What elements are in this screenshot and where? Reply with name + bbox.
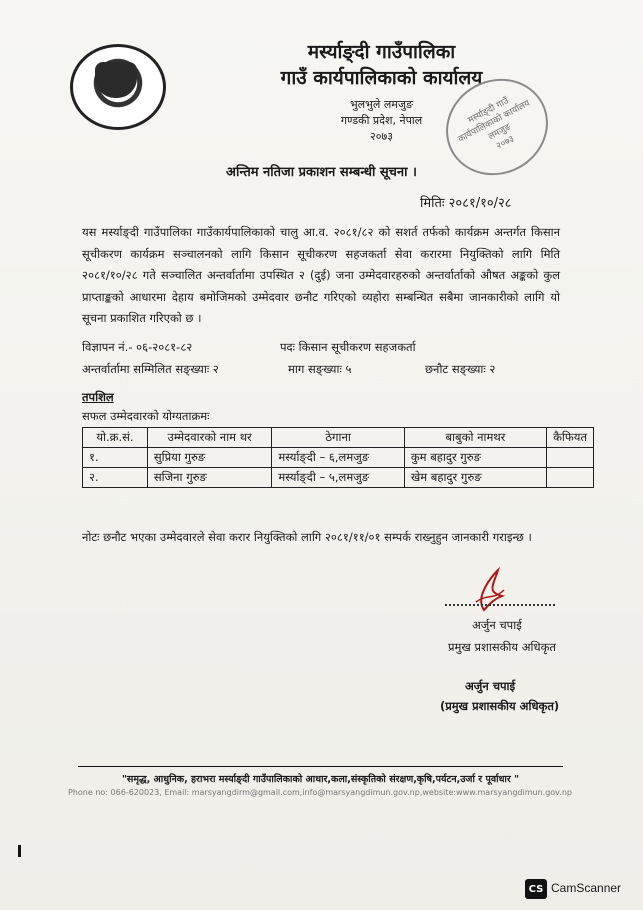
footer-contact: Phone no: 066-620023, Email: marsyangdirm@gmail.com,info@marsyangdimun.gov.np,website:www.marsyangdimun.gov.np xyxy=(68,788,572,797)
cell-serial: २. xyxy=(83,468,148,488)
office-subtitle: गाउँ कार्यपालिकाको कार्यालय xyxy=(280,67,483,89)
established-year: २०७३ xyxy=(370,130,393,143)
note-text: नोटः छनौट भएका उम्मेदवारले सेवा करार नियुक्तिको लागि २०८१/११/०१ सम्पर्क राख्नुहुन जानकारी गराइन्छ । xyxy=(82,530,532,544)
demand-count: माग सङ्ख्याः ५ xyxy=(288,362,352,376)
details-heading: तपशिल xyxy=(82,390,114,404)
seal-text: मर्स्याङ्दी गाउँ कार्यपालिकाको कार्यालय लमजुङ २०७३ xyxy=(456,96,532,152)
result-table xyxy=(82,427,594,488)
selected-count: छनौट सङ्ख्याः २ xyxy=(425,362,496,376)
col-remarks: कैफियत xyxy=(547,428,594,448)
address-line2: गण्डकी प्रदेश, नेपाल xyxy=(340,114,423,127)
col-serial: यो.क्र.सं. xyxy=(83,428,148,448)
cell-father-name: कुम बहादुर गुरुङ xyxy=(404,448,546,468)
col-father-name: बाबुको नामथर xyxy=(404,428,546,448)
signatory-name: अर्जुन चपाई xyxy=(472,618,522,632)
interview-count: अन्तर्वार्तामा सम्मिलित सङ्ख्याः २ xyxy=(82,362,219,376)
scan-mark xyxy=(18,845,21,857)
cell-remarks xyxy=(547,468,594,488)
merit-label: सफल उम्मेदवारको योग्यताक्रमः xyxy=(82,409,210,423)
table-row xyxy=(83,468,594,488)
camscanner-logo-icon: CS xyxy=(525,879,547,899)
cell-address: मर्स्याङ्दी – ५,लमजुङ xyxy=(272,468,404,488)
cell-name: सुप्रिया गुरुङ xyxy=(147,448,272,468)
cell-remarks xyxy=(547,448,594,468)
cell-address: मर्स्याङ्दी – ६,लमजुङ xyxy=(272,448,404,468)
cell-name: सजिना गुरुङ xyxy=(147,468,272,488)
col-address: ठेगाना xyxy=(272,428,404,448)
footer-divider xyxy=(78,766,563,767)
signature-icon xyxy=(464,566,512,614)
cell-serial: १. xyxy=(83,448,148,468)
signatory-stamp-name: अर्जुन चपाई xyxy=(465,679,516,693)
ad-number: विज्ञापन नं.- ०६-२०८१-८२ xyxy=(82,340,193,354)
camscanner-brand: CamScanner xyxy=(551,881,622,895)
address-line1: भुलभुले लमजुङ xyxy=(349,98,414,111)
footer-slogan: "समृद्ध, आधुनिक, हराभरा मर्स्याङ्दी गाउँपालिकाको आधार,कला,संस्कृतिको संरक्षण,कृषि,पर्यटन,उर्जा र पूर्वाधार " xyxy=(121,774,520,785)
signature-line xyxy=(445,604,555,606)
notice-date: मितिः २०८१/१०/२८ xyxy=(420,196,512,211)
cell-father-name: खेम बहादुर गुरुङ xyxy=(404,468,546,488)
post-name: पदः किसान सूचीकरण सहजकर्ता xyxy=(280,340,416,354)
col-name: उम्मेदवारको नाम थर xyxy=(147,428,272,448)
notice-title: अन्तिम नतिजा प्रकाशन सम्बन्धी सूचना । xyxy=(226,165,417,180)
office-title: मर्स्याङ्दी गाउँपालिका xyxy=(307,41,456,63)
table-row xyxy=(83,448,594,468)
notice-body: यस मर्स्याङ्दी गाउँपालिका गाउँकार्यपालिकाको चालु आ.व. २०८१/८२ को सशर्त तर्फको कार्यक्रम अन्तर्गत किसान सूचीकरण कार्यक्रम सञ्चालनको लागि किसान सूचीकरण सहजकर्ता सेवा करारमा नियुक्तिको लागि मिति २०८१/१०/२८ गते सञ्चालित अन्तर्वार्तामा उपस्थित २ (दुई) जना उम्मेदवारहरुको अन्तर्वार्ताको औषत अङ्कको कुल प्राप्ताङ्कको आधारमा देहाय बमोजिमको उम्मेदवार छनौट गरिएको व्यहोरा सम्बन्धित सबैमा जानकारीको लागि यो सूचना प्रकाशित गरिएको छ । xyxy=(82,225,560,325)
signatory-stamp-designation: (प्रमुख प्रशासकीय अधिकृत) xyxy=(440,699,560,713)
signatory-designation: प्रमुख प्रशासकीय अधिकृत xyxy=(448,640,556,654)
table-header-row xyxy=(83,428,594,448)
